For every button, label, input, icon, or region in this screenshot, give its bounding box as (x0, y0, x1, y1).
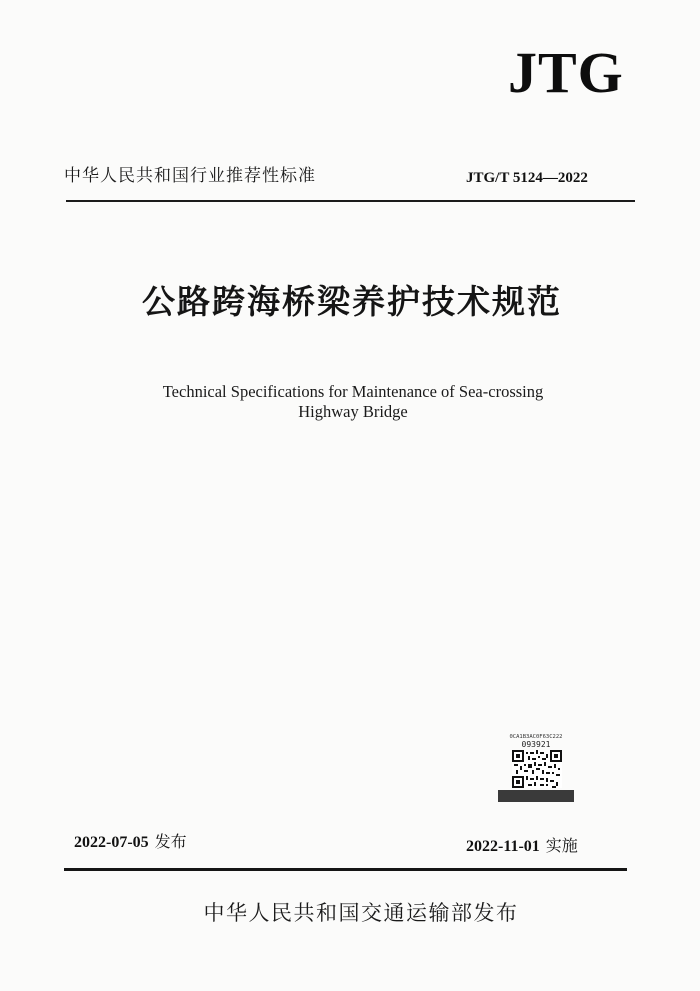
title-chinese: 公路跨海桥梁养护技术规范 (142, 282, 562, 321)
qr-code-icon (512, 750, 562, 788)
standard-code: JTG/T 5124—2022 (466, 170, 588, 186)
bottom-divider (64, 868, 627, 871)
qr-serial: 0CA1B3AC0F63C222 (509, 734, 563, 740)
anti-counterfeit-label (498, 734, 574, 802)
title-english-line2: Highway Bridge (298, 402, 408, 421)
issue-label: 发布 (154, 832, 187, 851)
jtg-logo: JTG (508, 40, 624, 105)
label-bar (498, 790, 574, 802)
qr-number: 093921 (521, 740, 551, 749)
publisher: 中华人民共和国交通运输部发布 (203, 901, 519, 925)
issue-date (74, 829, 187, 852)
top-divider (66, 200, 635, 202)
implement-date (466, 833, 578, 856)
implement-date-value: 2022-11-01 (466, 838, 540, 855)
standard-type: 中华人民共和国行业推荐性标准 (64, 166, 316, 186)
issue-date-value: 2022-07-05 (74, 834, 149, 851)
implement-label: 实施 (545, 836, 578, 855)
title-english-line1: Technical Specifications for Maintenance of Sea-crossing (162, 382, 544, 401)
